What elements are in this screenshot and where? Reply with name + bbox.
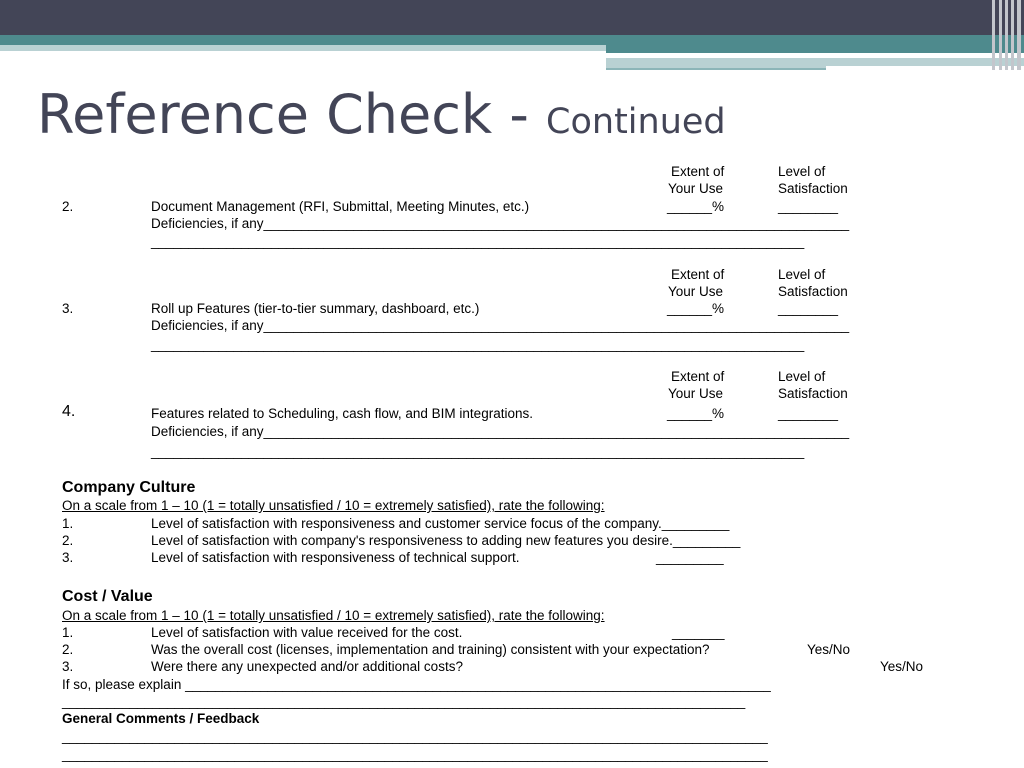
extent-header-line1: Extent of (671, 267, 725, 282)
level-header-line1: Level of (778, 164, 826, 179)
deficiencies-line: Deficiencies, if any______________________________________________________________________________ (151, 318, 850, 333)
culture-row-blank: _________ (656, 550, 724, 565)
level-header-line2: Satisfaction (778, 284, 848, 299)
culture-row-text: Level of satisfaction with responsiveness of technical support. (151, 550, 520, 565)
cost-row-text: Were there any unexpected and/or additional costs? (151, 659, 463, 674)
cost-row-blank: _______ (672, 625, 725, 640)
item-number: 4. (62, 403, 76, 420)
item-label: Roll up Features (tier-to-tier summary, dashboard, etc.) (151, 301, 480, 316)
culture-scale-instructions: On a scale from 1 – 10 (1 = totally unsatisfied / 10 = extremely satisfied), rate the following: (62, 498, 605, 513)
title-main: Reference Check - (37, 83, 529, 146)
cost-row-text: Level of satisfaction with value received for the cost. (151, 625, 463, 640)
header-accent-stripe (606, 58, 826, 68)
cost-row-yesno: Yes/No (880, 659, 924, 674)
level-header-line2: Satisfaction (778, 386, 848, 401)
cost-row-number: 2. (62, 642, 74, 657)
header-bar (0, 0, 1024, 35)
cost-row-text: Was the overall cost (licenses, implementation and training) consistent with your expectation? (151, 642, 710, 657)
header-accent-light (0, 45, 606, 51)
comments-blank-line: ______________________________________________________________________________________________ (62, 729, 768, 744)
item-number: 3. (62, 301, 74, 316)
cost-explain-line: If so, please explain ______________________________________________________________________________ (62, 677, 771, 692)
extent-header-line2: Your Use (668, 386, 724, 401)
culture-row-number: 2. (62, 533, 74, 548)
item-label: Features related to Scheduling, cash flow, and BIM integrations. (151, 406, 533, 421)
section-heading-cost: Cost / Value (62, 588, 153, 605)
level-header-line1: Level of (778, 267, 826, 282)
deficiencies-line: Deficiencies, if any______________________________________________________________________________ (151, 424, 850, 439)
culture-row-number: 3. (62, 550, 74, 565)
level-header-line2: Satisfaction (778, 181, 848, 196)
level-blank: ________ (778, 406, 839, 421)
deficiencies-line: Deficiencies, if any______________________________________________________________________________ (151, 216, 850, 231)
cost-row-number: 1. (62, 625, 74, 640)
section-heading-comments: General Comments / Feedback (62, 711, 260, 726)
item-label: Document Management (RFI, Submittal, Meeting Minutes, etc.) (151, 199, 530, 214)
culture-row-number: 1. (62, 516, 74, 531)
blank-line: _______________________________________________________________________________________ (151, 234, 805, 249)
header-accent-right (606, 45, 1024, 53)
cost-row-number: 3. (62, 659, 74, 674)
extent-blank: ______% (667, 406, 725, 421)
culture-row-text: Level of satisfaction with company's responsiveness to adding new features you desire._________ (151, 533, 741, 548)
level-blank: ________ (778, 199, 839, 214)
header-accent-band (0, 35, 1024, 45)
level-blank: ________ (778, 301, 839, 316)
item-number: 2. (62, 199, 74, 214)
cost-row-yesno: Yes/No (807, 642, 851, 657)
extent-header-line1: Extent of (671, 164, 725, 179)
culture-row-text: Level of satisfaction with responsiveness and customer service focus of the company._________ (151, 516, 730, 531)
blank-line: _______________________________________________________________________________________ (151, 337, 805, 352)
extent-blank: ______% (667, 199, 725, 214)
section-heading-culture: Company Culture (62, 479, 196, 496)
header-accent-thin (606, 68, 826, 70)
blank-line: _______________________________________________________________________________________ (151, 444, 805, 459)
level-header-line1: Level of (778, 369, 826, 384)
extent-header-line2: Your Use (668, 181, 724, 196)
comments-blank-line: ______________________________________________________________________________________________ (62, 747, 768, 762)
extent-header-line2: Your Use (668, 284, 724, 299)
extent-blank: ______% (667, 301, 725, 316)
cost-blank-line: ___________________________________________________________________________________________ (62, 694, 746, 709)
header-vertical-stripes (992, 0, 1024, 70)
cost-scale-instructions: On a scale from 1 – 10 (1 = totally unsatisfied / 10 = extremely satisfied), rate the following: (62, 608, 605, 623)
extent-header-line1: Extent of (671, 369, 725, 384)
title-sub: Continued (546, 102, 726, 142)
page-title (37, 80, 726, 157)
